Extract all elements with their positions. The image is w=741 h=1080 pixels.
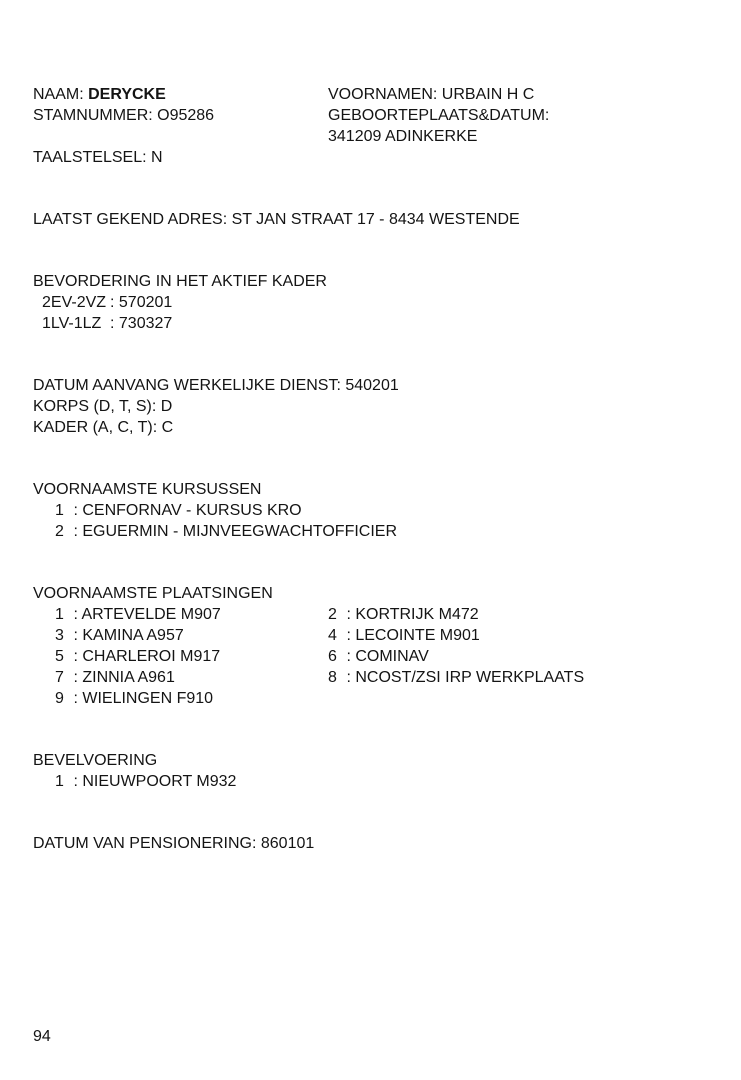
korps: KORPS (D, T, S): D [33,398,173,415]
plaatsing-item [328,604,479,625]
stamnummer: STAMNUMMER: O95286 [33,107,215,124]
kursus-item [55,500,302,521]
plaatsing-item [55,625,184,646]
plaatsing-number: 1 [55,606,64,623]
plaatsing-item [55,688,213,709]
plaatsing-number: 2 [328,606,337,623]
bevelvoering-item [55,771,236,792]
bevelvoering-number: 1 [55,773,64,790]
plaatsing-text: : ZINNIA A961 [73,669,175,686]
page-number: 94 [33,1028,51,1045]
plaatsing-text: : LECOINTE M901 [346,627,480,644]
plaatsing-item [55,667,175,688]
plaatsing-text: : WIELINGEN F910 [73,690,214,707]
kursus-text: : EGUERMIN - MIJNVEEGWACHTOFFICIER [73,523,398,540]
plaatsing-number: 9 [55,690,64,707]
kursus-text: : CENFORNAV - KURSUS KRO [73,502,302,519]
plaatsingen-title: VOORNAAMSTE PLAATSINGEN [33,585,273,602]
plaatsing-item [328,625,480,646]
plaatsing-number: 4 [328,627,337,644]
bevordering-row [42,292,172,313]
bevordering-date: : 730327 [110,315,173,332]
taalstelsel: TAALSTELSEL: N [33,149,163,166]
plaatsing-item [328,646,429,667]
plaatsing-number: 3 [55,627,64,644]
naam-line [33,84,166,105]
laatst-gekend-adres: LAATST GEKEND ADRES: ST JAN STRAAT 17 - 8434 WESTENDE [33,211,520,228]
plaatsing-text: : ARTEVELDE M907 [73,606,221,623]
kursus-item [55,521,397,542]
plaatsing-text: : KORTRIJK M472 [346,606,479,623]
datum-aanvang-dienst: DATUM AANVANG WERKELIJKE DIENST: 540201 [33,377,399,394]
bevordering-grade: 2EV-2VZ [42,294,107,311]
kader: KADER (A, C, T): C [33,419,174,436]
bevordering-date: : 570201 [110,294,173,311]
plaatsing-number: 8 [328,669,337,686]
kursus-number: 2 [55,523,64,540]
plaatsing-item [55,604,221,625]
plaatsing-text: : NCOST/ZSI IRP WERKPLAATS [346,669,585,686]
naam-label: NAAM: [33,86,84,103]
geboorte-label: GEBOORTEPLAATS&DATUM: [328,107,550,124]
bevordering-title: BEVORDERING IN HET AKTIEF KADER [33,273,327,290]
plaatsing-item [328,667,584,688]
bevelvoering-text: : NIEUWPOORT M932 [73,773,237,790]
plaatsing-text: : CHARLEROI M917 [73,648,221,665]
kursussen-title: VOORNAAMSTE KURSUSSEN [33,481,262,498]
bevordering-grade: 1LV-1LZ [42,315,102,332]
naam-value: DERYCKE [88,86,166,103]
plaatsing-number: 7 [55,669,64,686]
plaatsing-text: : COMINAV [346,648,429,665]
plaatsing-text: : KAMINA A957 [73,627,184,644]
plaatsing-number: 5 [55,648,64,665]
bevelvoering-title: BEVELVOERING [33,752,158,769]
bevordering-row [42,313,172,334]
voornamen: VOORNAMEN: URBAIN H C [328,86,535,103]
kursus-number: 1 [55,502,64,519]
plaatsing-number: 6 [328,648,337,665]
geboorte-value: 341209 ADINKERKE [328,128,478,145]
datum-pensionering: DATUM VAN PENSIONERING: 860101 [33,835,315,852]
plaatsing-item [55,646,220,667]
